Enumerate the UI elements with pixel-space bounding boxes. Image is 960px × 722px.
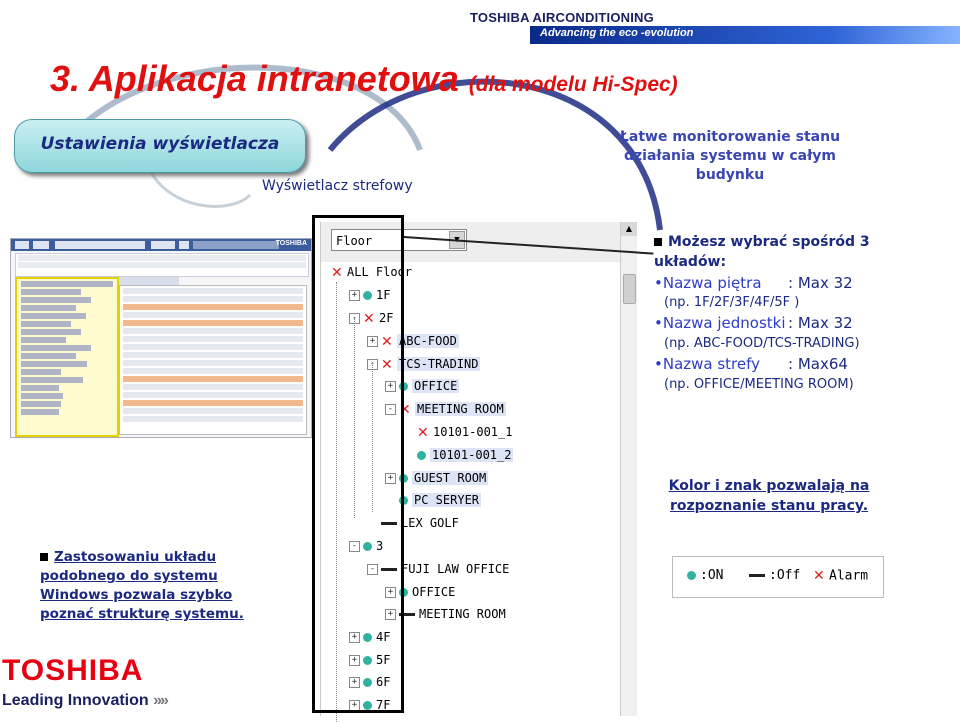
page-title — [50, 58, 678, 100]
tree-node-label: ALL Floor — [347, 265, 413, 279]
alarm-status-icon: ✕ — [399, 401, 411, 418]
legend-off: :Off — [749, 568, 800, 583]
tree-node-label: OFFICE — [414, 379, 458, 393]
display-settings-label: Ustawienia wyświetlacza — [40, 134, 280, 154]
bullet-square-icon — [40, 553, 48, 561]
expand-icon[interactable]: + — [349, 290, 360, 301]
collapse-icon[interactable]: - — [367, 564, 378, 575]
on-status-icon — [417, 451, 426, 460]
tree-node-label: LEX GOLF — [401, 516, 459, 530]
alarm-status-icon: ✕ — [381, 333, 393, 350]
tree-node-label: 6F — [376, 675, 391, 689]
layout-option: •Nazwa piętra : Max 32 — [654, 273, 853, 292]
logo-name: TOSHIBA — [2, 654, 144, 687]
highlight-frame — [312, 215, 404, 713]
layout-example: (np. 1F/2F/3F/4F/5F ) — [664, 295, 800, 311]
alarm-status-icon: ✕ — [363, 310, 375, 327]
tree-node[interactable] — [399, 490, 481, 510]
expand-icon[interactable]: + — [385, 473, 396, 484]
thumbnail-header — [15, 253, 309, 277]
display-settings-badge — [14, 119, 306, 173]
windows-note — [40, 548, 270, 624]
tree-scrollbar[interactable] — [620, 222, 637, 716]
scroll-thumb[interactable] — [623, 274, 636, 304]
tree-node-label: 5F — [376, 653, 391, 667]
off-status-icon — [749, 574, 765, 577]
layout-example: (np. OFFICE/MEETING ROOM) — [664, 376, 854, 392]
alarm-status-icon: ✕ — [381, 356, 393, 373]
expand-icon[interactable]: + — [385, 609, 396, 620]
legend-alarm: ✕ Alarm — [813, 568, 869, 584]
scroll-up-icon[interactable]: ▲ — [621, 222, 637, 236]
logo-tagline: Leading Innovation »» — [2, 692, 167, 709]
brand-name: TOSHIBA AIRCONDITIONING — [470, 10, 654, 25]
easy-monitoring-text: Łatwe monitorowanie stanu działania systemu w całym budynku — [619, 129, 841, 183]
tree-node-label: MEETING ROOM — [417, 402, 504, 416]
layout-info-heading — [654, 232, 886, 273]
tree-node[interactable] — [417, 445, 513, 465]
alarm-status-icon: ✕ — [813, 568, 825, 584]
collapse-icon[interactable]: - — [349, 313, 360, 324]
alarm-status-icon: ✕ — [417, 424, 429, 441]
toshiba-logo — [0, 652, 210, 716]
tree-node-label: 1F — [376, 288, 391, 302]
tree-node-label: 7F — [376, 698, 391, 712]
thumbnail-toolbar: TOSHIBA — [11, 239, 311, 251]
expand-icon[interactable]: + — [385, 381, 396, 392]
tree-node-label: ABC-FOOD — [399, 334, 457, 348]
tree-node[interactable] — [399, 582, 455, 602]
legend-on: :ON — [687, 568, 723, 583]
tree-node-label: MEETING ROOM — [419, 607, 506, 621]
thumbnail-tabs — [119, 277, 179, 285]
alarm-status-icon: ✕ — [331, 264, 343, 281]
on-status-icon — [687, 571, 696, 580]
tree-node-label: 4F — [376, 630, 391, 644]
layout-info — [654, 232, 886, 394]
thumbnail-tree — [15, 277, 119, 437]
tree-node-label: FUJI LAW OFFICE — [401, 562, 510, 576]
zone-display-label: Wyświetlacz strefowy — [262, 178, 413, 194]
tree-node[interactable] — [399, 604, 506, 624]
layout-option: •Nazwa jednostki : Max 32 — [654, 314, 853, 333]
tree-node-label: 10101-001_1 — [433, 425, 513, 439]
expand-icon[interactable]: + — [349, 655, 360, 666]
tree-node[interactable] — [399, 399, 506, 419]
tree-node-label: OFFICE — [412, 585, 456, 599]
tree-node[interactable] — [399, 468, 488, 488]
status-legend — [672, 556, 884, 598]
tree-node-label: 3 — [376, 539, 384, 553]
tree-node-label: PC SERYER — [414, 493, 480, 507]
expand-icon[interactable]: + — [367, 336, 378, 347]
expand-icon[interactable]: + — [349, 677, 360, 688]
windows-note-text: Zastosowaniu układu podobnego do systemu Windows pozwala szybko poznać strukturę systemu. — [40, 549, 244, 622]
tree-node-label: 2F — [379, 311, 394, 325]
intranet-app-thumbnail — [10, 238, 312, 438]
collapse-icon[interactable]: - — [367, 359, 378, 370]
title-main: 3. Aplikacja intranetowa — [50, 58, 459, 99]
title-sub: (dla modelu Hi-Spec) — [468, 73, 678, 96]
expand-icon[interactable]: + — [349, 632, 360, 643]
brand-tagline: Advancing the eco -evolution — [540, 27, 694, 39]
tree-node[interactable] — [399, 376, 459, 396]
tree-node-label: TCS-TRADIND — [399, 357, 479, 371]
tree-node[interactable] — [417, 422, 512, 442]
tree-node-label: GUEST ROOM — [414, 471, 487, 485]
color-note: Kolor i znak pozwalają na rozpoznanie stanu pracy. — [668, 478, 870, 515]
layout-option: •Nazwa strefy : Max64 — [654, 354, 848, 373]
collapse-icon[interactable]: - — [385, 404, 396, 415]
tree-node-label: 10101-001_2 — [432, 448, 512, 462]
expand-icon[interactable]: + — [349, 700, 360, 711]
expand-icon[interactable]: + — [385, 587, 396, 598]
layout-info-heading-text: Możesz wybrać spośród 3 układów: — [654, 234, 870, 271]
collapse-icon[interactable]: - — [349, 541, 360, 552]
floor-dropdown-value: Floor — [336, 234, 373, 248]
double-chevron-icon: »» — [153, 692, 167, 709]
bullet-square-icon — [654, 238, 662, 246]
layout-example: (np. ABC-FOOD/TCS-TRADING) — [664, 335, 860, 351]
thumbnail-grid — [119, 285, 307, 435]
